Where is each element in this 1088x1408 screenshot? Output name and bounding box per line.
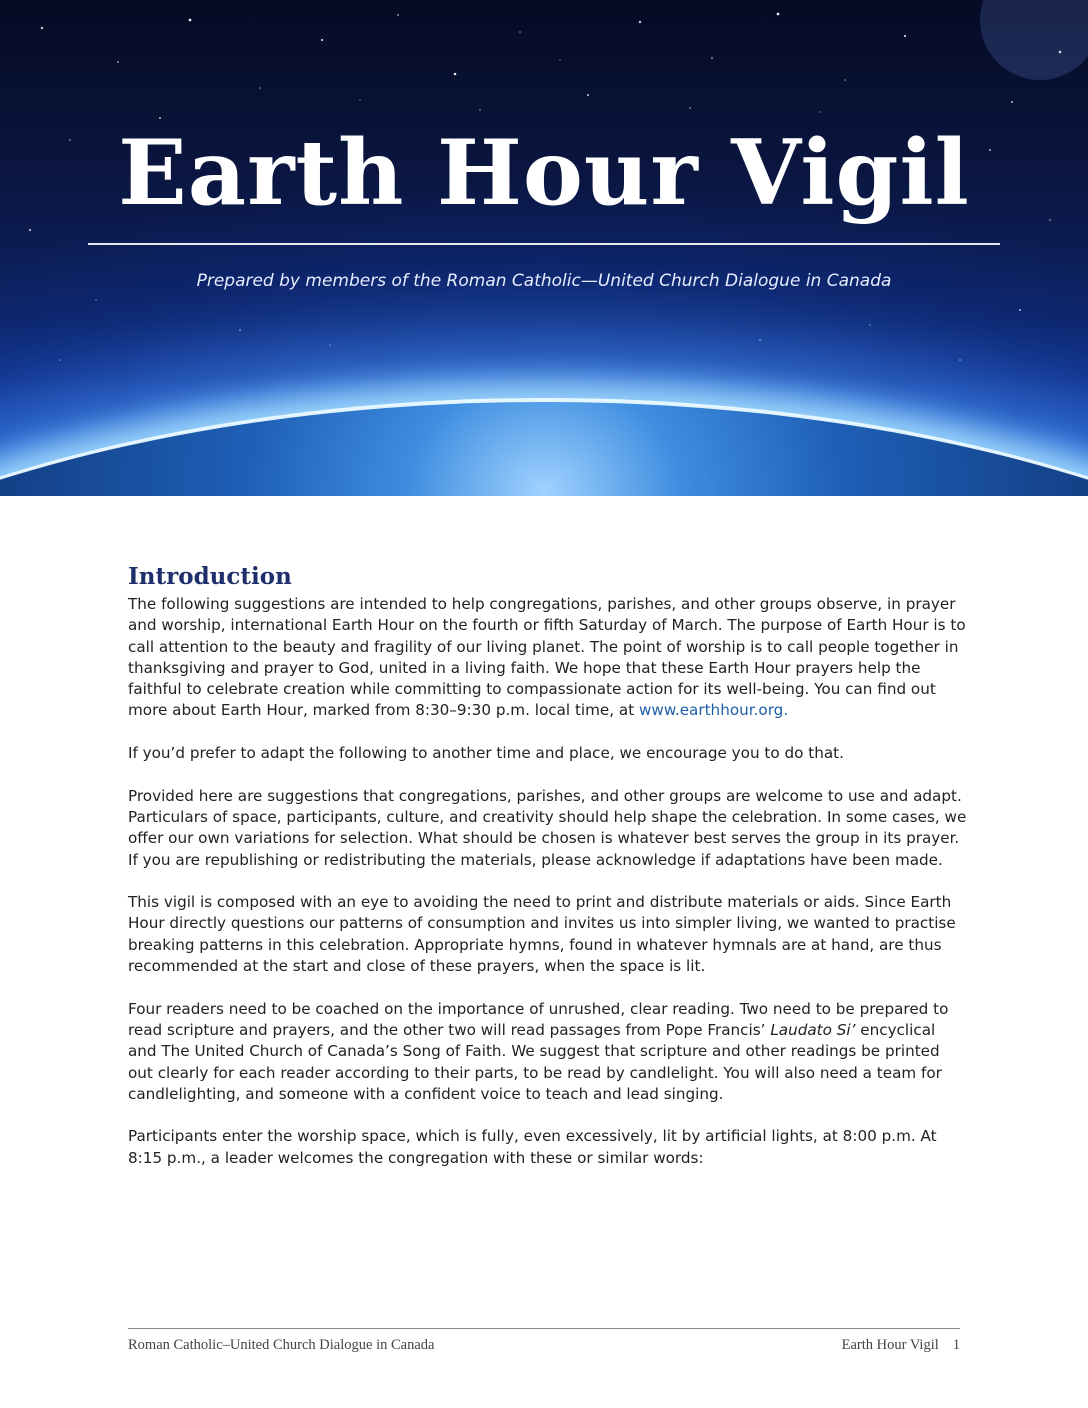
intro-paragraph-4: This vigil is composed with an eye to avoiding the need to print and distribute materials or aids. Since Earth Hour directly questions our patterns of consumption and invites us into simpler living, we wanted to practise breaking patterns in this celebration. Appropriate hymns, found in whatever hymnals are at hand, are thus recommended at the start and close of these prayers, when the space is lit. (128, 893, 956, 976)
intro-paragraph-2: If you’d prefer to adapt the following to another time and place, we encourage you to do that. (128, 744, 844, 763)
footer-divider (128, 1328, 960, 1329)
intro-paragraph-1-text: The following suggestions are intended to help congregations, parishes, and other groups observe, in prayer and worship, international Earth Hour on the fourth or fifth Saturday of March. The purpose of Earth Hour is to call attention to the beauty and fragility of our living planet. The point of worship is to call people together in thanksgiving and prayer to God, united in a living faith. We hope that these Earth Hour prayers help the faithful to celebrate creation while committing to compassionate action for its well-being. You can find out more about Earth Hour, marked from 8:30–9:30 p.m. local time, at (128, 595, 966, 720)
intro-paragraph-5 (128, 999, 968, 1105)
intro-paragraph-6: Participants enter the worship space, which is fully, even excessively, lit by artificial lights, at 8:00 p.m. At 8:15 p.m., a leader welcomes the congregation with these or similar words: (128, 1127, 937, 1167)
footer-organization: Roman Catholic–United Church Dialogue in Canada (128, 1337, 435, 1353)
main-content (128, 562, 968, 1190)
page-subtitle: Prepared by members of the Roman Catholic—United Church Dialogue in Canada (196, 271, 892, 291)
title-divider (88, 243, 1000, 245)
intro-paragraph-5-end: encyclical and The United Church of Canada’s Song of Faith. We suggest that scripture and other readings be printed out clearly for each reader according to their parts, to be read by candlelight. You will also need a team for candlelighting, and someone with a confident voice to teach and lead singing. (128, 1020, 942, 1103)
page-title: Earth Hour Vigil (118, 120, 970, 226)
page-number: 1 (952, 1337, 960, 1353)
earthhour-link[interactable]: www.earthhour.org. (639, 701, 789, 720)
intro-paragraph-5-start: Four readers need to be coached on the importance of unrushed, clear reading. Two need to be prepared to read scripture and prayers, and the other two will read passages from Pope Francis’ (128, 999, 949, 1039)
intro-paragraph-3: Provided here are suggestions that congregations, parishes, and other groups are welcome to use and adapt. Particulars of space, participants, culture, and creativity should help shape the celebration. In some cases, we offer our own variations for selection. What should be chosen is whatever best serves the group in its prayer. If you are republishing or redistributing the materials, please acknowledge if adaptations have been made. (128, 786, 967, 869)
section-heading-introduction: Introduction (128, 563, 292, 590)
banner-image (0, 0, 1088, 496)
footer-document-title: Earth Hour Vigil (841, 1337, 939, 1353)
intro-paragraph-1 (128, 594, 968, 722)
footer-document-info (842, 1335, 960, 1355)
laudato-si-title: Laudato Si’ (770, 1020, 856, 1039)
